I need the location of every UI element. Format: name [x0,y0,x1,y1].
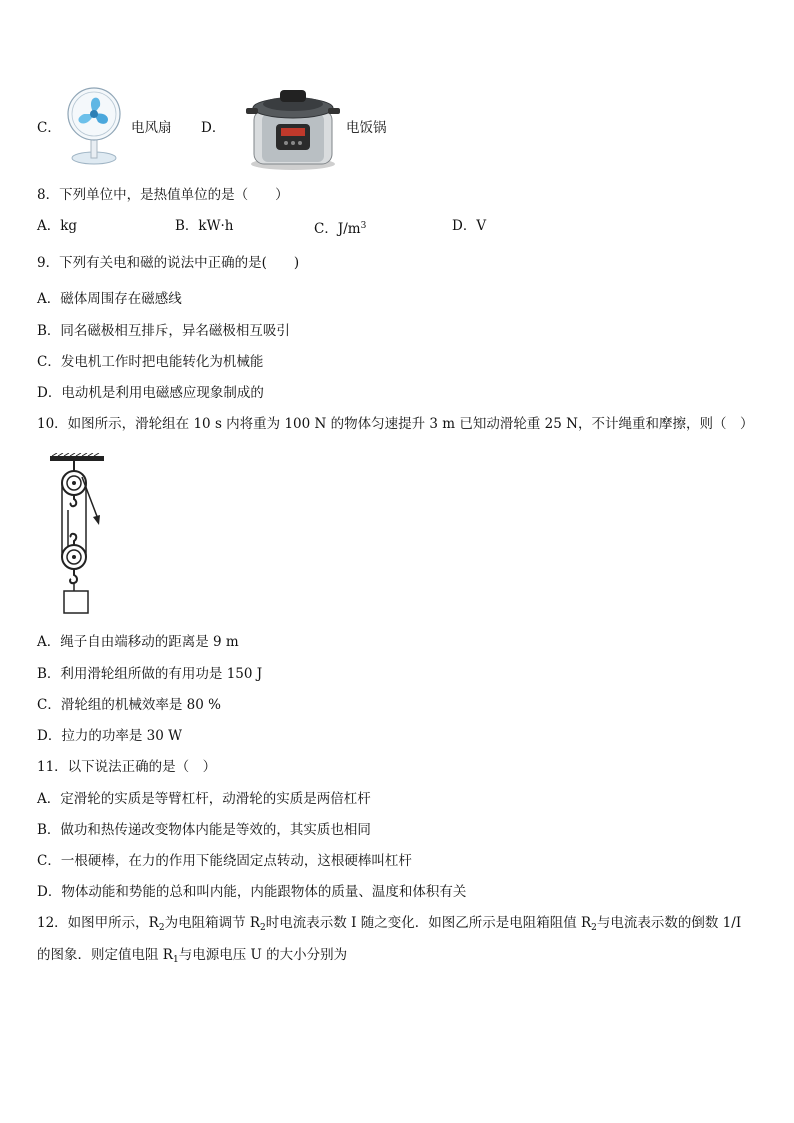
question-12-stem-line2: 的图象．则定值电阻 $R_1$与电源电压 U 的大小分别为 [37,947,348,965]
question-9-stem: 9．下列有关电和磁的说法中正确的是( ) [37,255,300,271]
q8-option-c: C．$J/m^3$ [314,221,367,237]
q10-option-b: B．利用滑轮组所做的有用功是 150 J [37,666,263,682]
question-11-stem: 11．以下说法正确的是（ ） [37,759,217,775]
question-8-stem: 8．下列单位中，是热值单位的是（ ） [37,187,289,203]
rice-cooker-image [240,84,346,174]
q10-option-a: A．绳子自由端移动的距离是 9 m [37,634,239,650]
option-c-letter: C． [37,120,61,136]
q9-option-d: D．电动机是利用电磁感应现象制成的 [37,385,264,401]
question-12-stem-line1: 12．如图甲所示，$R_2$为电阻箱调节 $R_2$时电流表示数 I 随之变化．如图乙所示是电阻箱阻值 $R_2$与电流表示数的倒数 1/I [37,915,742,933]
option-d-letter: D． [201,120,226,136]
q11-option-d: D．物体动能和势能的总和叫内能，内能跟物体的质量、温度和体积有关 [37,884,467,900]
q11-option-a: A．定滑轮的实质是等臂杠杆，动滑轮的实质是两倍杠杆 [37,791,371,807]
q9-option-b: B．同名磁极相互排斥，异名磁极相互吸引 [37,323,290,339]
option-d-label: 电饭锅 [346,120,387,136]
option-c-label: 电风扇 [131,120,172,136]
q8-option-b: B．kW·h [175,218,234,234]
q11-option-c: C．一根硬棒，在力的作用下能绕固定点转动，这根硬棒叫杠杆 [37,853,412,869]
q9-option-c: C．发电机工作时把电能转化为机械能 [37,354,264,370]
electric-fan-image [64,86,124,166]
q8-option-a: A．kg [37,218,78,234]
q11-option-b: B．做功和热传递改变物体内能是等效的，其实质也相同 [37,822,371,838]
q10-option-d: D．拉力的功率是 30 W [37,728,182,744]
q9-option-a: A．磁体周围存在磁感线 [37,291,182,307]
pulley-system-diagram [44,453,114,618]
q8-option-d: D．V [452,218,487,234]
q10-option-c: C．滑轮组的机械效率是 80 % [37,697,221,713]
question-10-stem: 10．如图所示，滑轮组在 10 s 内将重为 100 N 的物体匀速提升 3 m 已知动滑轮重 25 N，不计绳重和摩擦，则（ ） [37,416,754,432]
